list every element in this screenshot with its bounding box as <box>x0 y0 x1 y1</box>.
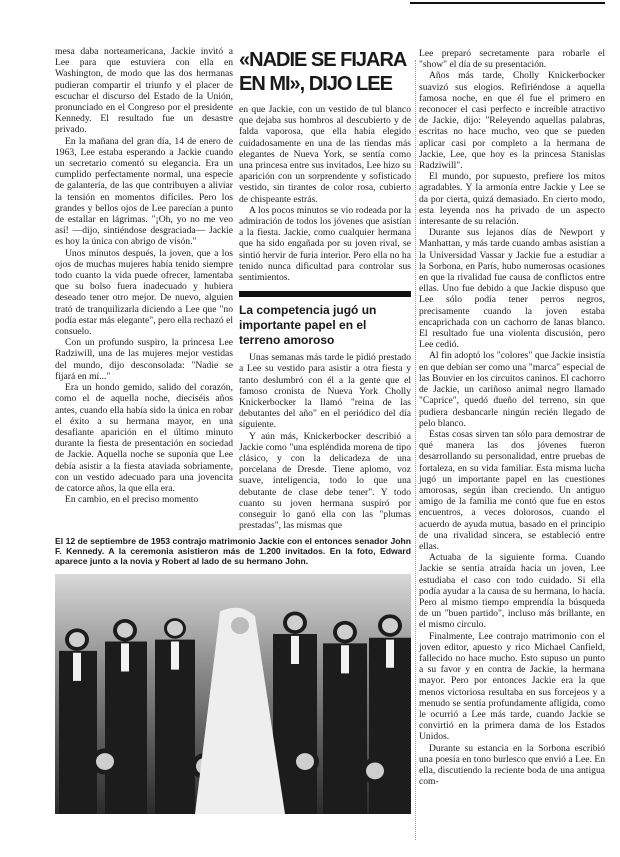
paragraph: Actuaba de la siguiente forma. Cuando Jackie se sentía atraída hacia un joven, Lee estudiaba el caso con todo cuidado. Si ella podía ayudar a la causa de su hermana, lo hacía. Pero al mismo tiempo emprendía la búsqueda de un "buen partido", incluso más brillante, en el mismo círculo. <box>419 552 605 631</box>
article-column-2-top <box>239 104 411 283</box>
paragraph: Unas semanas más tarde le pidió prestado a Lee su vestido para asistir a otra fiesta y tanto deslumbró con él a la gente que el famoso cronista de Nueva York Cholly Knickerbocker la llamó "reina de las debutantes del año" en el periódico del día siguiente. <box>239 352 411 431</box>
section-divider-bar <box>239 291 411 297</box>
subheading: La competencia jugó un importante papel en el terreno amoroso <box>239 303 377 348</box>
paragraph: En la mañana del gran día, 14 de enero de 1963, Lee estaba esperando a Jackie cuando un secretario comentó su elegancia. Era un cumplido perfectamente normal, una especie de galantería, de las que contribuyen a aliviar la tensión en momentos difíciles. Pero los grandes y bellos ojos de Lee parecían a punto de estallar en lágrimas. "¡Oh, yo no me veo así! —dijo, sintiéndose desgraciada— Jackie es hoy la única con abrigo de visón." <box>55 135 233 248</box>
paragraph: En cambio, en el preciso momento <box>65 494 199 506</box>
article-column-3 <box>419 48 605 787</box>
paragraph: Estas cosas sirven tan sólo para demostrar de qué manera las dos jóvenes fueron desarrollando su personalidad, entre pruebas de fortaleza, en su vida familiar. Esta misma lucha jugó un importante papel en las cuestiones amorosas, según iban creciendo. Un antiguo amigo de la familia me contó que fue en estos encuentros, a veces dolorosos, cuando el acuerdo de ayuda mutua, basado en el principio de una rivalidad sincera, se estableció entre ellas. <box>419 428 605 552</box>
top-rule <box>410 2 605 4</box>
paragraph: Al fin adoptó los "colores" que Jackie insistía en que debían ser como una "marca" especial de las Bouvier en los circuitos caninos. El cachorro de Jackie, un cariñoso animal negro llamado "Caprice", quedó dueño del terreno, sin que pudiera desbancarle ningún recién llegado de pelo blanco. <box>419 350 605 429</box>
paragraph: Finalmente, Lee contrajo matrimonio con el joven editor, apuesto y rico Michael Canfield, fallecido no hace mucho. Esto supuso un punto a su favor y en contra de Jackie, la hermana mayor. Pero por entonces Jackie era la que menos victoriosa resultaba en sus forcejeos y a menudo se sentía profundamente afligida, como le ocurrió a Lee más tarde, cuando Jackie se convirtió en la primera dama de los Estados Unidos. <box>419 630 605 743</box>
middle-column <box>239 46 411 532</box>
article-column-1 <box>55 46 233 532</box>
paragraph: A los pocos minutos se vio rodeada por la admiración de todos los jóvenes que asistían a la fiesta. Jackie, como cualquier hermana que ha sido engañada por su joven rival, se sintió hervir de furia interior. Pero ella no ha tenido nunca dificultad para controlar sus sentimientos. <box>239 204 411 284</box>
paragraph: Años más tarde, Cholly Knickerbocker suavizó sus elogios. Refiriéndose a aquella famosa noche, en que él fue el primero en reconocer el casi perfecto e increíble atractivo de Jackie, dijo: "Releyendo aquellas palabras, escritas no hace mucho, veo que se pueden aplicar casi por completo a la hermana de Jackie, Lee, que hoy es la princesa Stanislas Radziwill". <box>419 70 605 172</box>
paragraph: Unos minutos después, la joven, que a los ojos de muchas mujeres había tenido siempre todo cuanto la vida puede ofrecer, lamentaba que su bolso fuera inadecuado y hubiera deseado tener otro mejor. De nuevo, alguien trató de tranquilizarla diciendo a Lee que "no podía estar más elegante", pero ella rechazó el consuelo. <box>55 247 233 338</box>
columns-row <box>55 46 411 532</box>
paragraph: Durante su estancia en la Sorbona escribió una poesía en tono burlesco que envió a Lee. En ella, discutiendo la reciente boda de una antigua com- <box>419 742 605 788</box>
wedding-photo <box>55 574 411 814</box>
headline: «NADIE SE FIJARA EN MI», DIJO LEE <box>239 49 406 95</box>
paragraph: Y aún más, Knickerbocker describió a Jackie como "una espléndida morena de tipo clásico, y con la delicadeza de una porcelana de Dresde. Tiene aplomo, voz suave, inteligencia, todo lo que una debutante de clase debe tener". Y todo cuanto su joven hermana suspiró por conseguir lo ganó ella con las "plumas prestadas", las mismas que <box>239 430 411 532</box>
paragraph: Con un profundo suspiro, la princesa Lee Radziwill, una de las mujeres mejor vestidas del mundo, dijo desconsolada: "Nadie se fijará en mí..." <box>55 337 233 382</box>
paragraph: El mundo, por supuesto, prefiere los mitos agradables. Y la armonía entre Jackie y Lee se da por cierta, quizá demasiado. En cierto modo, esta leyenda nos ha privado de un aspecto interesante de su relación. <box>419 171 605 228</box>
photo-caption: El 12 de septiembre de 1953 contrajo matrimonio Jackie con el entonces senador John F. Kennedy. A la ceremonia asistieron más de 1.200 invitados. En la foto, Edward aparece junto a la novia y Robert al lado de su hermano John. <box>55 535 411 566</box>
paragraph: Durante sus lejanos días de Newport y Manhattan, y más tarde cuando ambas asistían a la Universidad Vassar y Jackie fue a estudiar a la Sorbona, en París, hubo numerosas ocasiones en que la rivalidad fue causa de conflictos entre ellas. Uno fue debido a que Jackie dispuso que Lee sólo podía tener perros negros, precisamente cuando la joven estaba encaprichada con un cachorro de lanas blanco. El resultado fue una violenta discusión, pero Lee cedió. <box>419 227 605 351</box>
article-column-2-bottom <box>239 352 411 531</box>
paragraph: Lee preparó secretamente para robarle el "show" el día de su presentación. <box>419 48 605 71</box>
column-divider <box>415 60 417 840</box>
left-block <box>55 46 411 814</box>
paragraph: en que Jackie, con un vestido de tul blanco que dejaba sus hombros al descubierto y de falda vaporosa, que ella había elegido cuidadosamente en una de las tiendas más elegantes de Nueva York, se sentía como una princesa entre sus invitados, Lee hizo su aparición con un sorprendente y sofisticado vestido, sin tirantes de color rosa, cubierto de chispeante estrás. <box>239 104 411 205</box>
paragraph: mesa daba norteamericana, Jackie invitó a Lee para que estuviera con ella en Washington, de modo que las dos hermanas pudieran compartir el triunfo y el placer de escuchar el discurso del Estado de la Unión, pronunciado en el Congreso por el presidente Kennedy. El resultado fue un desastre privado. <box>55 46 233 136</box>
paragraph: Era un hondo gemido, salido del corazón, como el de aquella noche, dieciséis años antes, cuando ella había sido la única en robar el éxito a su hermana mayor, en una desafiante aparición en el último minuto durante la fiesta de presentación en sociedad de Jackie. Aquella noche se suponía que Lee debía asistir a la fiesta ataviada sobriamente, con un vestido adecuado para una jovencita de catorce años, la que ella era. <box>55 382 233 494</box>
